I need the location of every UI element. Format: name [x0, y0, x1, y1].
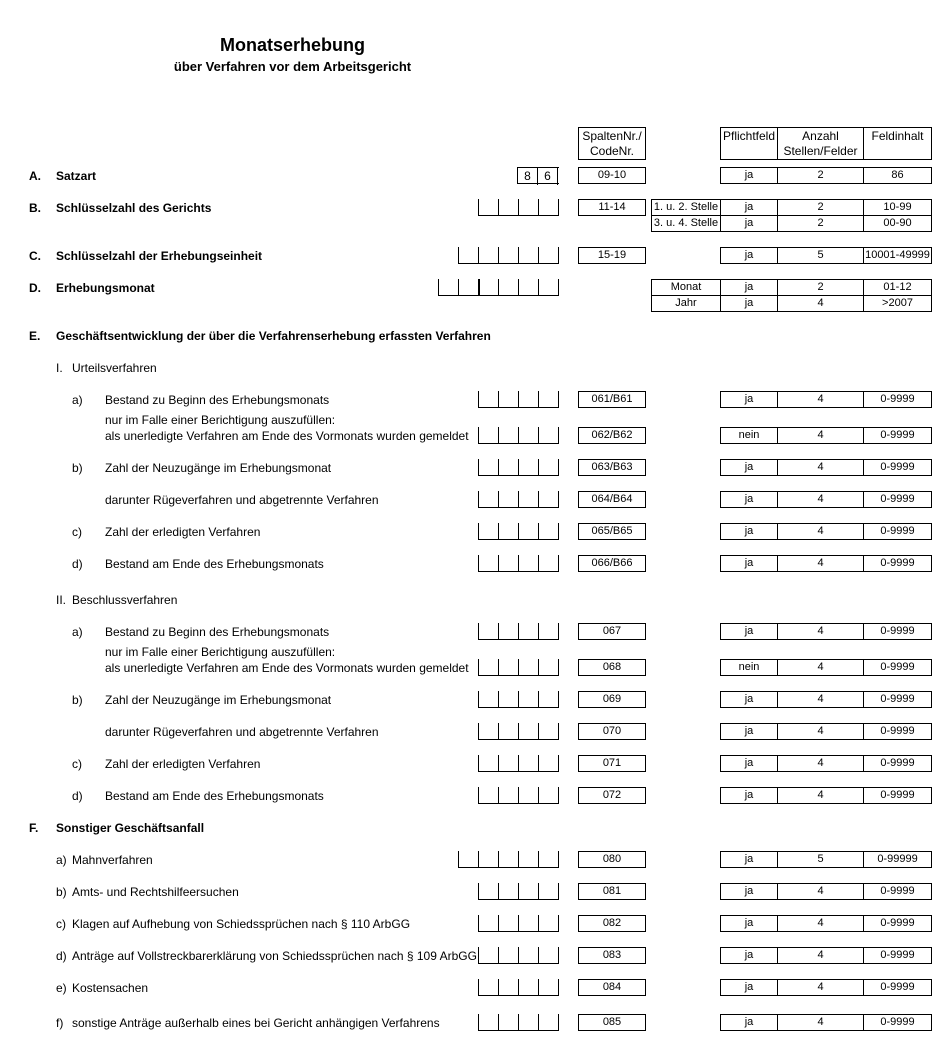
section-b-sub1-feld: 10-99: [863, 199, 932, 216]
beschluss-row-4-digit-boxes-cell[interactable]: [478, 723, 498, 740]
urteil-row-2-anzahl: 4: [777, 427, 864, 444]
urteil-row-3-digit-boxes[interactable]: [478, 459, 559, 476]
section-b-sub2-pflicht: ja: [720, 215, 778, 232]
sonstig-row-1-anzahl: 5: [777, 851, 864, 868]
section-c-feld: 10001-49999: [863, 247, 932, 264]
urteil-row-5-digit-boxes[interactable]: [478, 523, 559, 540]
sonstig-row-6-digit-boxes-cell[interactable]: [518, 1014, 538, 1031]
urteil-row-1-digit-boxes-cell[interactable]: [538, 391, 558, 408]
urteil-row-5-label: Zahl der erledigten Verfahren: [105, 525, 261, 539]
section-a-pflicht: ja: [720, 167, 778, 184]
beschluss-row-3-label: Zahl der Neuzugänge im Erhebungsmonat: [105, 693, 332, 707]
urteil-row-3-digit-boxes-cell[interactable]: [538, 459, 558, 476]
beschluss-row-1-letter: a): [72, 625, 83, 639]
beschluss-row-5-feld: 0-9999: [863, 755, 932, 772]
sonstig-row-6-feld: 0-9999: [863, 1014, 932, 1031]
beschluss-row-3-digit-boxes-cell[interactable]: [478, 691, 498, 708]
urteil-row-3-anzahl: 4: [777, 459, 864, 476]
sonstig-row-3-anzahl: 4: [777, 915, 864, 932]
beschluss-row-6-letter: d): [72, 789, 83, 803]
sonstig-row-4-code: 083: [578, 947, 646, 964]
section-a-anzahl: 2: [777, 167, 864, 184]
beschluss-row-6-digit-boxes-cell[interactable]: [518, 787, 538, 804]
sonstig-row-5-anzahl: 4: [777, 979, 864, 996]
section-a-code: 09-10: [578, 167, 646, 184]
urteil-row-3-feld: 0-9999: [863, 459, 932, 476]
section-b-sub2-label: 3. u. 4. Stelle: [651, 215, 721, 232]
urteil-row-4-digit-boxes-cell[interactable]: [498, 491, 518, 508]
sonstig-row-1-letter: a): [56, 853, 67, 867]
sonstig-row-5-digit-boxes-cell[interactable]: [538, 979, 558, 996]
sonstig-row-4-label: Anträge auf Vollstreckbarerklärung von Schiedssprüchen nach § 109 ArbGG: [72, 949, 477, 963]
beschluss-row-4-digit-boxes-cell[interactable]: [518, 723, 538, 740]
urteil-row-1-pflicht: ja: [720, 391, 778, 408]
urteil-row-2-pflicht: nein: [720, 427, 778, 444]
sonstig-row-6-letter: f): [56, 1016, 64, 1030]
section-e-ii-num: II.: [56, 593, 67, 607]
section-c-anzahl: 5: [777, 247, 864, 264]
section-d-sub2-anzahl: 4: [777, 295, 864, 312]
urteil-row-6-label: Bestand am Ende des Erhebungsmonats: [105, 557, 324, 571]
beschluss-row-1-digit-boxes-cell[interactable]: [518, 623, 538, 640]
urteil-row-1-anzahl: 4: [777, 391, 864, 408]
sonstig-row-2-digit-boxes-cell[interactable]: [518, 883, 538, 900]
urteil-row-4-anzahl: 4: [777, 491, 864, 508]
beschluss-row-2-digit-boxes-cell[interactable]: [518, 659, 538, 676]
sonstig-row-3-digit-boxes-cell[interactable]: [478, 915, 498, 932]
sonstig-row-5-label: Kostensachen: [72, 981, 149, 995]
beschluss-row-2-digit-boxes-cell[interactable]: [538, 659, 558, 676]
section-d-sub1-anzahl: 2: [777, 279, 864, 296]
beschluss-row-4-feld: 0-9999: [863, 723, 932, 740]
urteil-row-1-feld: 0-9999: [863, 391, 932, 408]
sonstig-row-3-pflicht: ja: [720, 915, 778, 932]
urteil-row-4-digit-boxes-cell[interactable]: [538, 491, 558, 508]
section-a-feld: 86: [863, 167, 932, 184]
header-spalten: [578, 127, 646, 160]
beschluss-row-5-label: Zahl der erledigten Verfahren: [105, 757, 261, 771]
sonstig-row-6-anzahl: 4: [777, 1014, 864, 1031]
sonstig-row-1-code: 080: [578, 851, 646, 868]
beschluss-row-5-digit-boxes-cell[interactable]: [478, 755, 498, 772]
beschluss-row-4-code: 070: [578, 723, 646, 740]
beschluss-row-3-digit-boxes-cell[interactable]: [518, 691, 538, 708]
sonstig-row-5-letter: e): [56, 981, 67, 995]
urteil-row-2-code: 062/B62: [578, 427, 646, 444]
urteil-row-5-feld: 0-9999: [863, 523, 932, 540]
sonstig-row-2-feld: 0-9999: [863, 883, 932, 900]
beschluss-row-3-letter: b): [72, 693, 83, 707]
section-b-sub2-feld: 00-90: [863, 215, 932, 232]
beschluss-row-6-digit-boxes[interactable]: [478, 787, 559, 804]
beschluss-row-2-digit-boxes[interactable]: [478, 659, 559, 676]
sonstig-row-6-digit-boxes-cell[interactable]: [538, 1014, 558, 1031]
erhebungseinheit-digit-boxes[interactable]: [458, 247, 559, 264]
section-c-pflicht: ja: [720, 247, 778, 264]
sonstig-row-2-pflicht: ja: [720, 883, 778, 900]
sonstig-row-1-feld: 0-99999: [863, 851, 932, 868]
sonstig-row-4-digit-boxes-cell[interactable]: [538, 947, 558, 964]
beschluss-row-5-anzahl: 4: [777, 755, 864, 772]
beschluss-row-6-label: Bestand am Ende des Erhebungsmonats: [105, 789, 324, 803]
section-b-letter: B.: [29, 201, 41, 215]
beschluss-row-6-feld: 0-9999: [863, 787, 932, 804]
sonstig-row-6-digit-boxes[interactable]: [478, 1014, 559, 1031]
beschluss-row-1-anzahl: 4: [777, 623, 864, 640]
header-anzahl-line1: Anzahl: [802, 129, 839, 143]
urteil-row-4-code: 064/B64: [578, 491, 646, 508]
section-b-sub1-pflicht: ja: [720, 199, 778, 216]
page-subtitle: über Verfahren vor dem Arbeitsgericht: [173, 59, 412, 74]
header-pflichtfeld: [720, 127, 778, 160]
sonstig-row-4-digit-boxes-cell[interactable]: [518, 947, 538, 964]
sonstig-row-2-digit-boxes[interactable]: [478, 883, 559, 900]
urteil-row-6-anzahl: 4: [777, 555, 864, 572]
header-feldinhalt: [863, 127, 932, 160]
sonstig-row-5-digit-boxes-cell[interactable]: [518, 979, 538, 996]
sonstig-row-1-label: Mahnverfahren: [72, 853, 153, 867]
urteil-row-2-digit-boxes-cell[interactable]: [478, 427, 498, 444]
beschluss-row-4-digit-boxes[interactable]: [478, 723, 559, 740]
sonstig-row-3-code: 082: [578, 915, 646, 932]
header-feldinhalt-label: Feldinhalt: [871, 129, 924, 143]
section-d-sub1-label: Monat: [651, 279, 721, 296]
urteil-row-5-pflicht: ja: [720, 523, 778, 540]
section-d-sub2-pflicht: ja: [720, 295, 778, 312]
urteil-row-6-digit-boxes-cell[interactable]: [538, 555, 558, 572]
beschluss-row-3-anzahl: 4: [777, 691, 864, 708]
beschluss-row-1-digit-boxes-cell[interactable]: [538, 623, 558, 640]
sonstig-row-1-digit-boxes-cell[interactable]: [518, 851, 538, 868]
beschluss-row-3-digit-boxes-cell[interactable]: [538, 691, 558, 708]
beschluss-row-6-pflicht: ja: [720, 787, 778, 804]
urteil-row-3-code: 063/B63: [578, 459, 646, 476]
sonstig-row-2-digit-boxes-cell[interactable]: [538, 883, 558, 900]
urteil-row-6-feld: 0-9999: [863, 555, 932, 572]
beschluss-row-2-label: als unerledigte Verfahren am Ende des Vormonats wurden gemeldet: [105, 661, 469, 675]
beschluss-row-2-pflicht: nein: [720, 659, 778, 676]
beschluss-row-6-digit-boxes-cell[interactable]: [498, 787, 518, 804]
satzart-digit-2: 6: [538, 168, 558, 185]
beschluss-row-4-anzahl: 4: [777, 723, 864, 740]
section-c-code: 15-19: [578, 247, 646, 264]
beschluss-row-6-digit-boxes-cell[interactable]: [478, 787, 498, 804]
header-spalten-line2: CodeNr.: [589, 144, 635, 158]
urteil-row-6-digit-boxes[interactable]: [478, 555, 559, 572]
section-b-code: 11-14: [578, 199, 646, 216]
header-anzahl-line2: Stellen/Felder: [783, 144, 858, 158]
urteil-row-6-code: 066/B66: [578, 555, 646, 572]
urteil-row-1-label: Bestand zu Beginn des Erhebungsmonats: [105, 393, 330, 407]
beschluss-row-3-feld: 0-9999: [863, 691, 932, 708]
urteil-row-3-digit-boxes-cell[interactable]: [518, 459, 538, 476]
sonstig-row-3-feld: 0-9999: [863, 915, 932, 932]
urteil-row-1-digit-boxes-cell[interactable]: [518, 391, 538, 408]
section-e-label: Geschäftsentwicklung der über die Verfahrenserhebung erfassten Verfahren: [56, 329, 491, 343]
urteil-row-3-letter: b): [72, 461, 83, 475]
urteil-row-5-digit-boxes-cell[interactable]: [538, 523, 558, 540]
gericht-digit-boxes[interactable]: [478, 199, 559, 216]
urteil-row-5-anzahl: 4: [777, 523, 864, 540]
sonstig-row-5-digit-boxes-cell[interactable]: [498, 979, 518, 996]
urteil-row-5-digit-boxes-cell[interactable]: [478, 523, 498, 540]
beschluss-row-2-feld: 0-9999: [863, 659, 932, 676]
urteil-row-2-digit-boxes-cell[interactable]: [538, 427, 558, 444]
urteil-row-3-digit-boxes-cell[interactable]: [498, 459, 518, 476]
sonstig-row-5-digit-boxes[interactable]: [478, 979, 559, 996]
section-d-sub1-pflicht: ja: [720, 279, 778, 296]
sonstig-row-4-letter: d): [56, 949, 67, 963]
urteil-row-1-digit-boxes[interactable]: [478, 391, 559, 408]
urteil-row-4-digit-boxes-cell[interactable]: [478, 491, 498, 508]
urteil-row-5-digit-boxes-cell[interactable]: [498, 523, 518, 540]
sonstig-row-3-digit-boxes[interactable]: [478, 915, 559, 932]
sonstig-row-3-digit-boxes-cell[interactable]: [498, 915, 518, 932]
urteil-row-3-digit-boxes-cell[interactable]: [478, 459, 498, 476]
sonstig-row-5-pflicht: ja: [720, 979, 778, 996]
sonstig-row-3-label: Klagen auf Aufhebung von Schiedssprüchen nach § 110 ArbGG: [72, 917, 411, 931]
urteil-row-5-code: 065/B65: [578, 523, 646, 540]
section-e-letter: E.: [29, 329, 41, 343]
section-f-label: Sonstiger Geschäftsanfall: [56, 821, 205, 835]
section-b-sub1-label: 1. u. 2. Stelle: [651, 199, 721, 216]
urteil-row-2-note: nur im Falle einer Berichtigung auszufüllen:: [105, 413, 336, 427]
beschluss-row-4-pflicht: ja: [720, 723, 778, 740]
beschluss-row-1-code: 067: [578, 623, 646, 640]
urteil-row-1-letter: a): [72, 393, 83, 407]
urteil-row-4-pflicht: ja: [720, 491, 778, 508]
beschluss-row-2-digit-boxes-cell[interactable]: [498, 659, 518, 676]
satzart-boxes: [517, 167, 559, 184]
sonstig-row-4-digit-boxes[interactable]: [478, 947, 559, 964]
urteil-row-4-label: darunter Rügeverfahren und abgetrennte Verfahren: [105, 493, 379, 507]
urteil-row-6-pflicht: ja: [720, 555, 778, 572]
section-e-ii-label: Beschlussverfahren: [72, 593, 178, 607]
beschluss-row-6-anzahl: 4: [777, 787, 864, 804]
sonstig-row-4-feld: 0-9999: [863, 947, 932, 964]
urteil-row-5-letter: c): [72, 525, 82, 539]
sonstig-row-4-pflicht: ja: [720, 947, 778, 964]
beschluss-row-2-anzahl: 4: [777, 659, 864, 676]
sonstig-row-2-anzahl: 4: [777, 883, 864, 900]
beschluss-row-1-digit-boxes-cell[interactable]: [498, 623, 518, 640]
sonstig-row-1-pflicht: ja: [720, 851, 778, 868]
section-d-sub2-feld: >2007: [863, 295, 932, 312]
section-d-sub2-label: Jahr: [651, 295, 721, 312]
beschluss-row-1-pflicht: ja: [720, 623, 778, 640]
sonstig-row-2-label: Amts- und Rechtshilfeersuchen: [72, 885, 239, 899]
sonstig-row-2-letter: b): [56, 885, 67, 899]
urteil-row-2-digit-boxes-cell[interactable]: [518, 427, 538, 444]
beschluss-row-3-code: 069: [578, 691, 646, 708]
sonstig-row-2-digit-boxes-cell[interactable]: [498, 883, 518, 900]
beschluss-row-1-label: Bestand zu Beginn des Erhebungsmonats: [105, 625, 330, 639]
urteil-row-6-digit-boxes-cell[interactable]: [478, 555, 498, 572]
sonstig-row-5-feld: 0-9999: [863, 979, 932, 996]
sonstig-row-4-digit-boxes-cell[interactable]: [498, 947, 518, 964]
section-a-letter: A.: [29, 169, 41, 183]
header-pflichtfeld-label: Pflichtfeld: [723, 129, 776, 143]
urteil-row-3-label: Zahl der Neuzugänge im Erhebungsmonat: [105, 461, 332, 475]
beschluss-row-2-code: 068: [578, 659, 646, 676]
sonstig-row-5-digit-boxes-cell[interactable]: [478, 979, 498, 996]
header-anzahl: [777, 127, 864, 160]
section-e-i-label: Urteilsverfahren: [72, 361, 157, 375]
beschluss-row-4-digit-boxes-cell[interactable]: [498, 723, 518, 740]
sonstig-row-4-anzahl: 4: [777, 947, 864, 964]
section-b-label: Schlüsselzahl des Gerichts: [56, 201, 212, 215]
urteil-row-2-label: als unerledigte Verfahren am Ende des Vormonats wurden gemeldet: [105, 429, 469, 443]
sonstig-row-2-code: 081: [578, 883, 646, 900]
urteil-row-4-digit-boxes[interactable]: [478, 491, 559, 508]
sonstig-row-1-digit-boxes[interactable]: [458, 851, 559, 868]
beschluss-row-2-note: nur im Falle einer Berichtigung auszufüllen:: [105, 645, 336, 659]
sonstig-row-1-digit-boxes-cell[interactable]: [538, 851, 558, 868]
beschluss-row-4-digit-boxes-cell[interactable]: [538, 723, 558, 740]
beschluss-row-5-digit-boxes-cell[interactable]: [538, 755, 558, 772]
urteil-row-2-digit-boxes[interactable]: [478, 427, 559, 444]
beschluss-row-2-digit-boxes-cell[interactable]: [478, 659, 498, 676]
satzart-digit-1: 8: [518, 168, 538, 185]
header-spalten-line1: SpaltenNr./: [582, 129, 642, 143]
section-a-label: Satzart: [56, 169, 97, 183]
urteil-row-6-digit-boxes-cell[interactable]: [518, 555, 538, 572]
beschluss-row-6-code: 072: [578, 787, 646, 804]
section-f-letter: F.: [29, 821, 39, 835]
sonstig-row-1-digit-boxes-cell[interactable]: [478, 851, 498, 868]
section-d-sub1-feld: 01-12: [863, 279, 932, 296]
urteil-row-3-pflicht: ja: [720, 459, 778, 476]
section-b-sub1-anzahl: 2: [777, 199, 864, 216]
section-c-letter: C.: [29, 249, 41, 263]
urteil-row-1-digit-boxes-cell[interactable]: [498, 391, 518, 408]
section-b-sub2-anzahl: 2: [777, 215, 864, 232]
urteil-row-4-feld: 0-9999: [863, 491, 932, 508]
sonstig-row-1-digit-boxes-cell[interactable]: [498, 851, 518, 868]
sonstig-row-3-letter: c): [56, 917, 66, 931]
urteil-row-4-digit-boxes-cell[interactable]: [518, 491, 538, 508]
sonstig-row-6-digit-boxes-cell[interactable]: [498, 1014, 518, 1031]
section-e-i-num: I.: [56, 361, 63, 375]
beschluss-row-3-digit-boxes[interactable]: [478, 691, 559, 708]
erhebungsmonat-digit-boxes[interactable]: [438, 279, 559, 296]
beschluss-row-3-pflicht: ja: [720, 691, 778, 708]
urteil-row-1-code: 061/B61: [578, 391, 646, 408]
beschluss-row-1-digit-boxes-cell[interactable]: [478, 623, 498, 640]
sonstig-row-3-digit-boxes-cell[interactable]: [538, 915, 558, 932]
beschluss-row-5-digit-boxes-cell[interactable]: [518, 755, 538, 772]
beschluss-row-6-digit-boxes-cell[interactable]: [538, 787, 558, 804]
beschluss-row-5-pflicht: ja: [720, 755, 778, 772]
sonstig-row-6-pflicht: ja: [720, 1014, 778, 1031]
sonstig-row-6-digit-boxes-cell[interactable]: [478, 1014, 498, 1031]
sonstig-row-5-code: 084: [578, 979, 646, 996]
sonstig-row-2-digit-boxes-cell[interactable]: [478, 883, 498, 900]
sonstig-row-6-label: sonstige Anträge außerhalb eines bei Gericht anhängigen Verfahrens: [72, 1016, 440, 1030]
section-c-label: Schlüsselzahl der Erhebungseinheit: [56, 249, 263, 263]
section-d-label: Erhebungsmonat: [56, 281, 155, 295]
urteil-row-2-feld: 0-9999: [863, 427, 932, 444]
beschluss-row-1-digit-boxes[interactable]: [478, 623, 559, 640]
sonstig-row-6-code: 085: [578, 1014, 646, 1031]
urteil-row-2-digit-boxes-cell[interactable]: [498, 427, 518, 444]
urteil-row-6-letter: d): [72, 557, 83, 571]
beschluss-row-5-code: 071: [578, 755, 646, 772]
urteil-row-1-digit-boxes-cell[interactable]: [478, 391, 498, 408]
sonstig-row-3-digit-boxes-cell[interactable]: [518, 915, 538, 932]
section-d-letter: D.: [29, 281, 41, 295]
urteil-row-6-digit-boxes-cell[interactable]: [498, 555, 518, 572]
beschluss-row-5-letter: c): [72, 757, 82, 771]
urteil-row-5-digit-boxes-cell[interactable]: [518, 523, 538, 540]
beschluss-row-5-digit-boxes-cell[interactable]: [498, 755, 518, 772]
sonstig-row-1-digit-boxes-cell[interactable]: [458, 851, 478, 868]
beschluss-row-3-digit-boxes-cell[interactable]: [498, 691, 518, 708]
page-title: Monatserhebung: [219, 35, 365, 55]
beschluss-row-1-feld: 0-9999: [863, 623, 932, 640]
beschluss-row-4-label: darunter Rügeverfahren und abgetrennte Verfahren: [105, 725, 379, 739]
beschluss-row-5-digit-boxes[interactable]: [478, 755, 559, 772]
sonstig-row-4-digit-boxes-cell[interactable]: [478, 947, 498, 964]
